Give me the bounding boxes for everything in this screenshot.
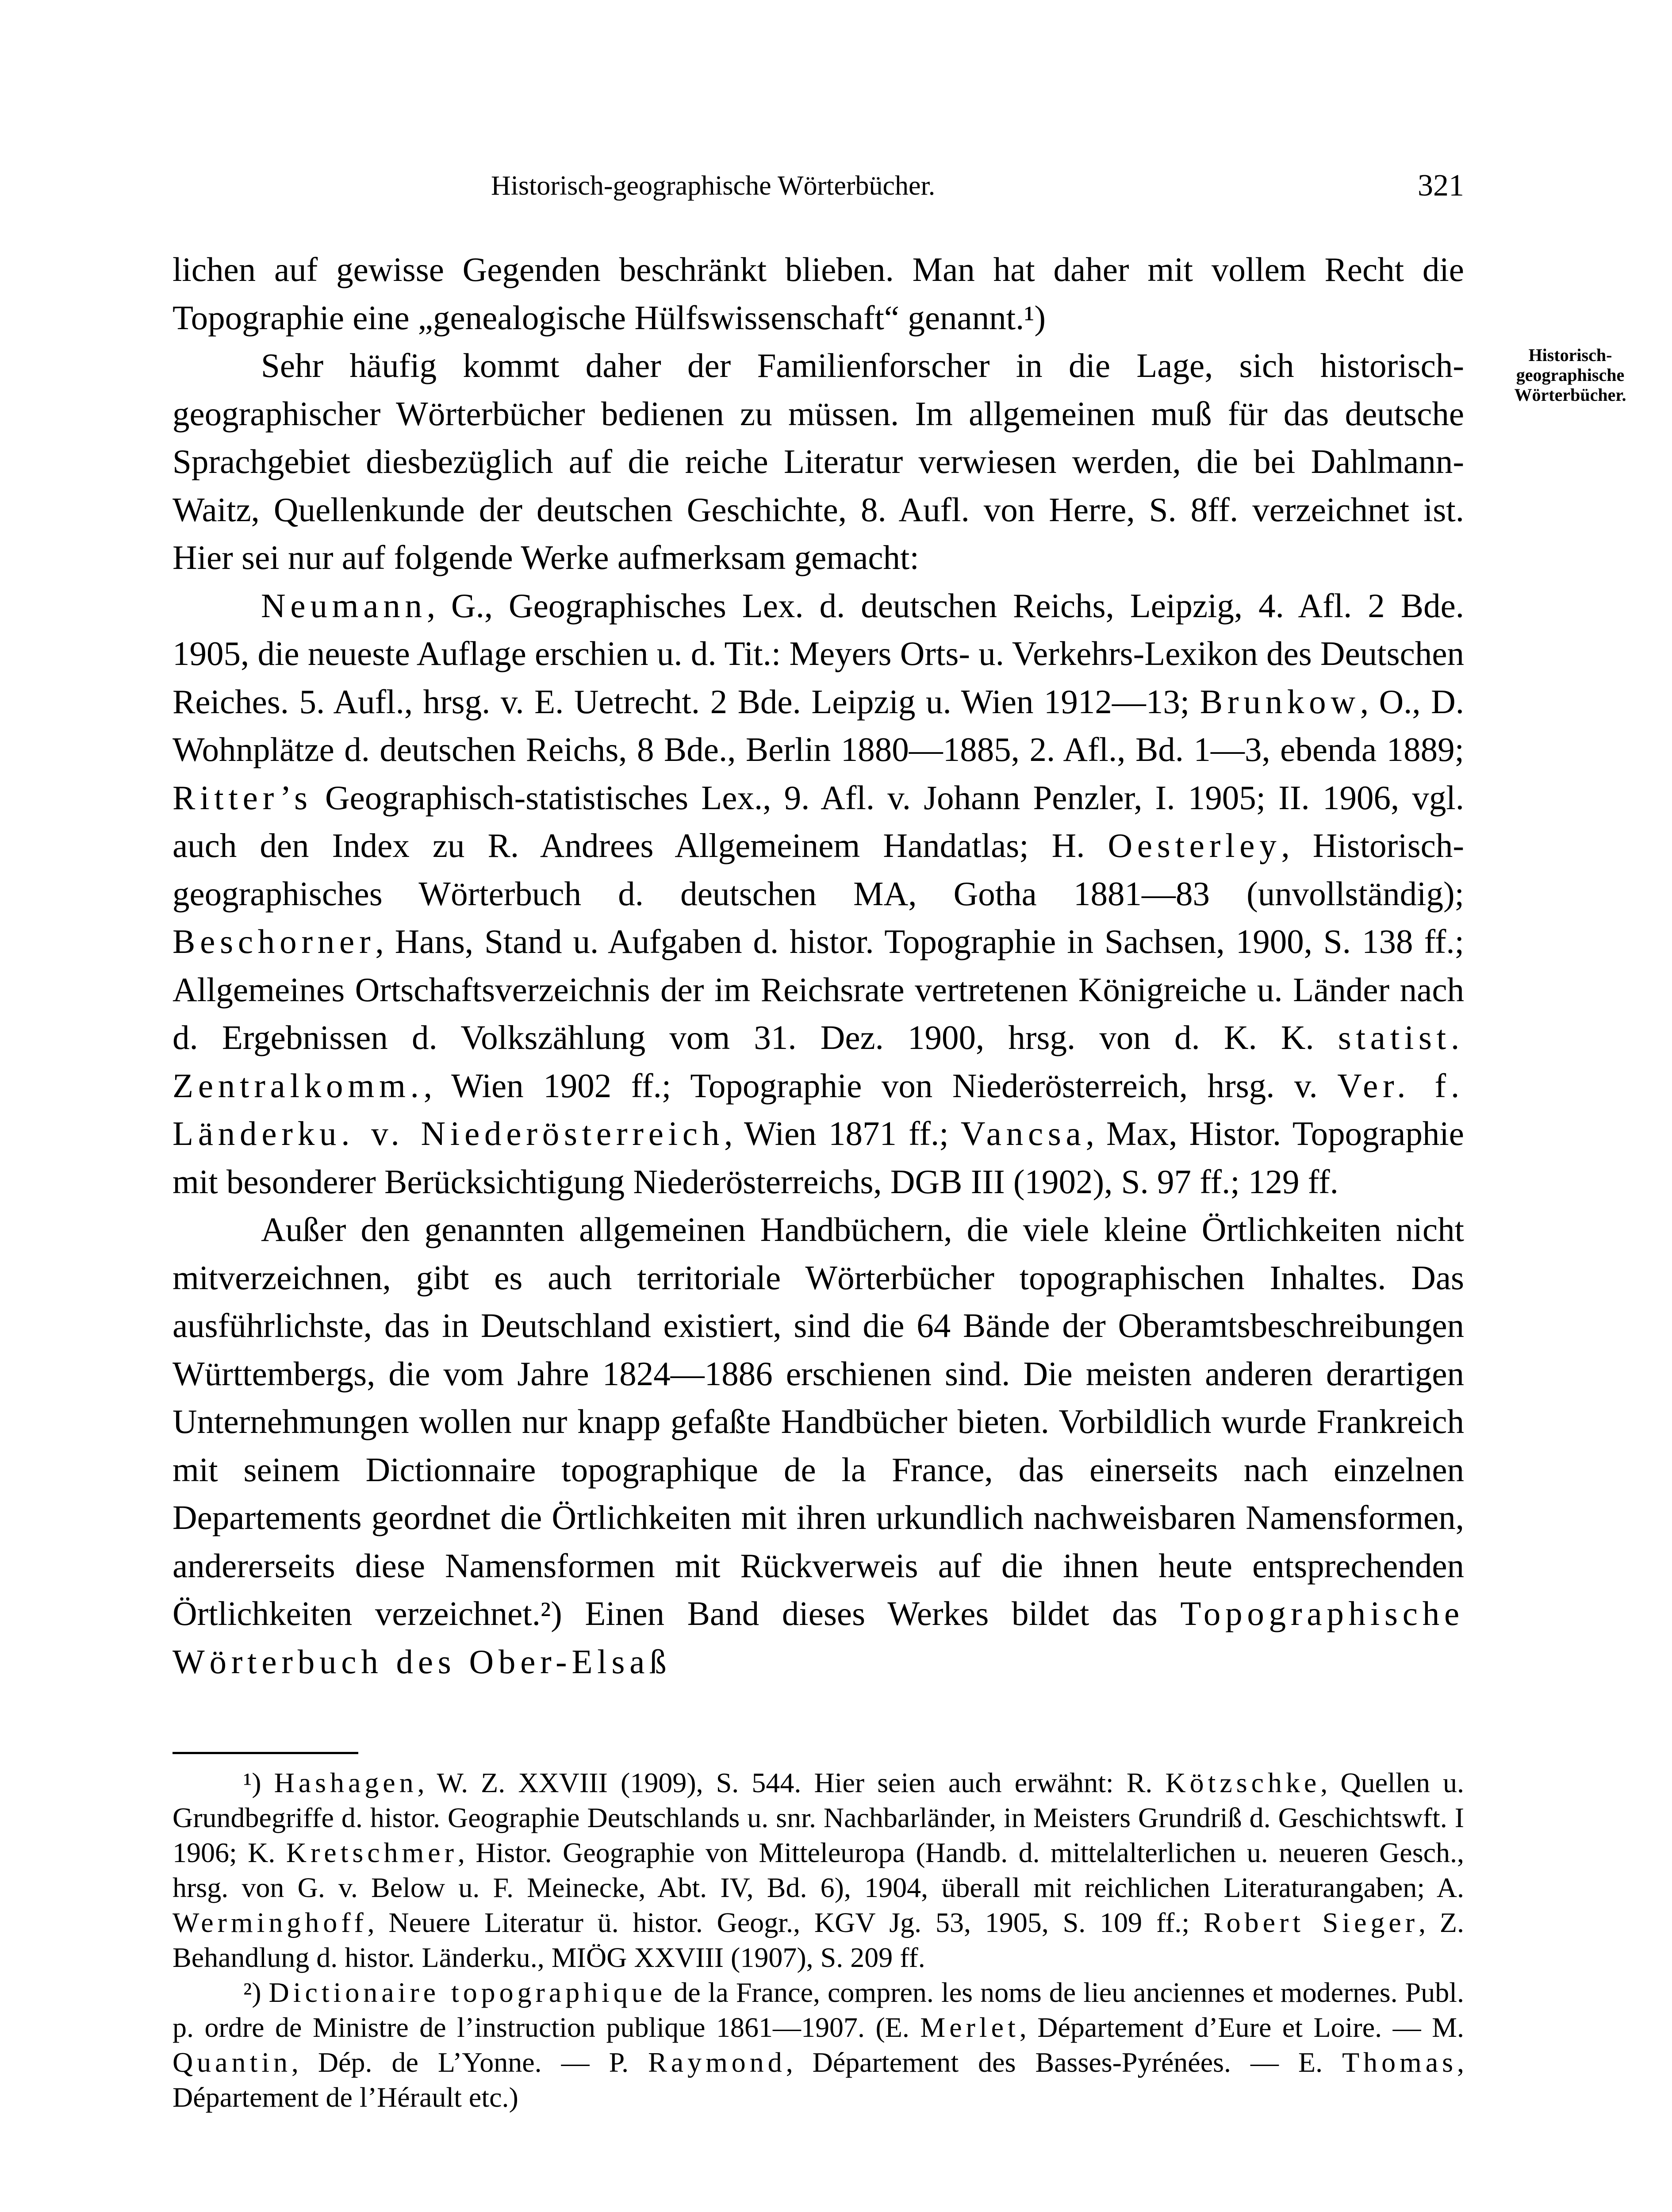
author-name: Werminghoff xyxy=(173,1907,368,1938)
body-text xyxy=(173,246,1464,1686)
citation-text: , Historisch-geographisches Wörterbuch d. deutschen MA, Gotha 1881—83 (unvollständig); xyxy=(173,826,1464,913)
footnote-marker: ¹) xyxy=(243,1767,274,1798)
footnote-text: , Département des Basses-Pyrénées. — E. xyxy=(786,2047,1342,2078)
footnote-1 xyxy=(173,1765,1464,1975)
footnote-text: , Quellen u. Grundbegriffe d. histor. Geographie Deutschlands u. snr. Nachbarländer, in Meisters Grundriß d. Geschichtswft. I 1906; K. xyxy=(173,1767,1465,1868)
work-title: Topographische Wörterbuch des Ober-Elsaß xyxy=(173,1594,1464,1681)
footnotes xyxy=(173,1765,1464,2115)
paragraph-continuation: lichen auf gewisse Gegenden beschränkt blieben. Man hat daher mit vollem Recht die Topographie eine „genealogische Hülfswissenschaft“ genannt.¹) xyxy=(173,250,1464,337)
author-name: Neumann xyxy=(261,586,427,625)
citation-text: , O., D. Wohnplätze d. deutschen Reichs, 8 Bde., Berlin 1880—1885, 2. Afl., Bd. 1—3, ebenda 1889; xyxy=(173,682,1465,768)
running-head xyxy=(491,164,1464,208)
footnote-text: , Département de l’Hérault etc.) xyxy=(173,2047,1465,2113)
margin-note-line: Wörterbücher. xyxy=(1514,385,1626,405)
author-name: Ritter’s xyxy=(173,778,312,817)
footnote-text: , Département d’Eure et Loire. — M. xyxy=(1019,2012,1465,2043)
margin-note-line: Historisch- xyxy=(1528,345,1612,365)
author-name: Ver. f. Länderku. v. Niederösterreich xyxy=(173,1066,1464,1152)
running-head-title: Historisch-geographische Wörterbücher. xyxy=(491,171,936,201)
author-name: Raymond xyxy=(648,2047,786,2078)
footnote-text: , Z. Behandlung d. histor. Länderku., MIÖG XXVIII (1907), S. 209 ff. xyxy=(173,1907,1465,1973)
author-name: Merlet xyxy=(920,2012,1020,2043)
citation-text: , Wien 1871 ff.; xyxy=(724,1114,961,1152)
author-name: Kretschmer xyxy=(286,1837,458,1868)
citation-text: , Hans, Stand u. Aufgaben d. histor. Topographie in Sachsen, 1900, S. 138 ff.; Allgemeines Ortschaftsverzeichnis der im Reichsrate vertretenen Königreiche u. Länder nach d. Ergebnissen d. Volkszählung vom 31. Dez. 1900, hrsg. von d. K. K. xyxy=(173,922,1464,1056)
author-name: Robert Sieger xyxy=(1204,1907,1419,1938)
footnote-text: , Neuere Literatur ü. histor. Geogr., KGV Jg. 53, 1905, S. 109 ff.; xyxy=(367,1907,1204,1938)
paragraph-text: Außer den genannten allgemeinen Handbüchern, die viele kleine Örtlichkeiten nicht mitverzeichnen, gibt es auch territoriale Wörterbücher topographischen Inhaltes. Das ausführlichste, das in Deutschland existiert, sind die 64 Bände der Oberamtsbeschreibungen Württembergs, die vom Jahre 1824—1886 erschienen sind. Die meisten anderen derartigen Unternehmungen wollen nur knapp gefaßte Handbücher bieten. Vorbildlich wurde Frankreich mit seinem Dictionnaire topographique de la France, das einerseits nach einzelnen Departements geordnet die Örtlichkeiten mit ihren urkundlich nachweisbaren Namensformen, andererseits diese Namensformen mit Rückverweis auf die ihnen heute entsprechenden Örtlichkeiten verzeichnet.²) Einen Band dieses Werkes bildet das xyxy=(173,1210,1464,1632)
author-name: Thomas xyxy=(1342,2047,1457,2078)
paragraph-territorial xyxy=(173,1206,1464,1686)
paragraph-bibliography xyxy=(173,582,1464,1206)
citation-text: , Wien 1902 ff.; Topographie von Niederösterreich, hrsg. v. xyxy=(423,1066,1338,1105)
margin-note-line: geographische xyxy=(1516,365,1625,385)
footnote-marker: ²) xyxy=(243,1977,269,2008)
citation-text: Geographisch-statistisches Lex., 9. Afl. v. Johann Penzler, I. 1905; II. 1906, vgl. auch den Index zu R. Andrees Allgemeinem Handatlas; H. xyxy=(173,778,1464,864)
author-name: Hashagen xyxy=(274,1767,418,1798)
work-title: Dictionaire topographique xyxy=(268,1977,667,2008)
footnote-text: , W. Z. XXVIII (1909), S. 544. Hier seien auch erwähnt: R. xyxy=(417,1767,1166,1798)
footnote-text: , Histor. Geographie von Mitteleuropa (Handb. d. mittelalterlichen u. neueren Gesch., hrsg. von G. v. Below u. F. Meinecke, Abt. IV, Bd. 6), 1904, überall mit reichlichen Literaturangaben; A. xyxy=(173,1837,1465,1903)
page-number: 321 xyxy=(1418,169,1464,203)
author-name: statist. Zentralkomm. xyxy=(173,1018,1464,1105)
margin-note xyxy=(1482,345,1659,405)
author-name: Quantin xyxy=(173,2047,291,2078)
footnote-text: de la France, compren. les noms de lieu anciennes et modernes. Publ. p. ordre de Ministre de l’instruction publique 1861—1907. (E. xyxy=(173,1977,1465,2043)
citation-text: , G., Geographisches Lex. d. deutschen Reichs, Leipzig, 4. Afl. 2 Bde. 1905, die neueste Auflage erschien u. d. Tit.: Meyers Orts- u. Verkehrs-Lexikon des Deutschen Reiches. 5. Aufl., hrsg. v. E. Uetrecht. 2 Bde. Leipzig u. Wien 1912—13; xyxy=(173,586,1464,721)
footnote-rule xyxy=(173,1752,358,1754)
author-name: Brunkow xyxy=(1200,682,1360,721)
paragraph-intro: Sehr häufig kommt daher der Familienforscher in die Lage, sich historisch-geographischer Wörterbücher bedienen zu müssen. Im allgemeinen muß für das deutsche Sprachgebiet diesbezüglich auf die reiche Literatur verwiesen werden, die bei Dahlmann-Waitz, Quellenkunde der deutschen Geschichte, 8. Aufl. von Herre, S. 8ff. verzeichnet ist. Hier sei nur auf folgende Werke aufmerksam gemacht: xyxy=(173,346,1464,576)
author-name: Kötzschke xyxy=(1165,1767,1321,1798)
author-name: Beschorner xyxy=(173,922,376,960)
author-name: Vancsa xyxy=(960,1114,1086,1152)
footnote-2 xyxy=(173,1975,1464,2115)
citation-text: , Max, Histor. Topographie mit besonderer Berücksichtigung Niederösterreichs, DGB III (1902), S. 97 ff.; 129 ff. xyxy=(173,1114,1464,1201)
author-name: Oesterley xyxy=(1108,826,1281,864)
footnote-text: , Dép. de L’Yonne. — P. xyxy=(291,2047,648,2078)
